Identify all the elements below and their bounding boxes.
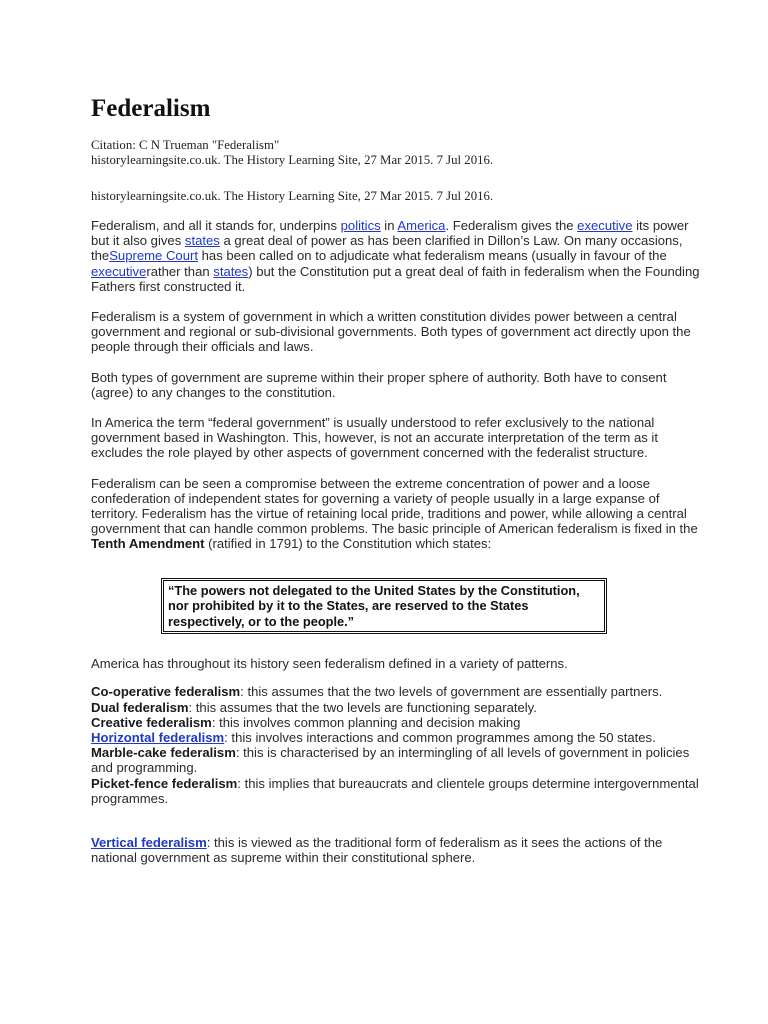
text: Federalism, and all it stands for, underpins: [91, 218, 341, 233]
pattern-term: Creative federalism: [91, 714, 212, 730]
list-item: [91, 776, 708, 806]
vertical-desc: : this is viewed as the traditional form of federalism as it sees the actions of the national government as supreme within their constitutional sphere.: [91, 834, 663, 866]
pattern-desc: : this involves interactions and common programmes among the 50 states.: [224, 729, 656, 745]
compromise-paragraph: [91, 476, 708, 552]
federal-government-paragraph: In America the term “federal government” is usually understood to refer exclusively to the national government based in Washington. This, however, is not an accurate interpretation of the term as it excludes the role played by other aspects of government concerned with the federalist structure.: [91, 415, 658, 461]
pattern-term: Marble-cake federalism: [91, 745, 236, 761]
citation-source-line: historylearningsite.co.uk. The History Learning Site, 27 Mar 2015. 7 Jul 2016.: [91, 153, 494, 167]
text: ) but the Constitution put a great deal of faith in federalism when the Founding Fathers first constructed it.: [91, 263, 700, 294]
states-link-2[interactable]: states: [213, 263, 249, 279]
pattern-desc: : this is characterised by an intermingling of all levels of government in policies and programming.: [91, 745, 690, 776]
states-link[interactable]: states: [184, 233, 220, 249]
pattern-desc: : this assumes that the two levels are functioning separately.: [188, 699, 537, 715]
tenth-amendment-quote: “The powers not delegated to the United States by the Constitution, nor prohibited by it to the States, are reserved to the States respectively, or to the people.”: [161, 578, 607, 635]
text: . Federalism gives the: [445, 218, 578, 233]
executive-link-2[interactable]: executive: [91, 263, 147, 279]
horizontal-federalism-link[interactable]: Horizontal federalism: [91, 729, 225, 745]
text: (ratified in 1791) to the Constitution which states:: [204, 536, 492, 552]
page-title: Federalism: [91, 95, 211, 122]
text: rather than: [146, 263, 214, 279]
politics-link[interactable]: politics: [340, 218, 381, 233]
vertical-federalism-link[interactable]: Vertical federalism: [91, 834, 207, 850]
patterns-intro: America has throughout its history seen federalism defined in a variety of patterns.: [91, 656, 568, 672]
pattern-term: Dual federalism: [91, 699, 189, 715]
federalism-patterns-list: [91, 684, 708, 806]
citation-source-line-repeat: historylearningsite.co.uk. The History Learning Site, 27 Mar 2015. 7 Jul 2016.: [91, 189, 494, 203]
citation-line: Citation: C N Trueman "Federalism": [91, 138, 280, 152]
pattern-term: Picket-fence federalism: [91, 775, 238, 791]
supremacy-paragraph: Both types of government are supreme within their proper sphere of authority. Both have to consent (agree) to any changes to the constitution.: [91, 369, 667, 400]
pattern-desc: : this implies that bureaucrats and clientele groups determine intergovernmental programmes.: [91, 775, 699, 806]
list-item: [91, 684, 708, 699]
vertical-federalism-paragraph: [91, 835, 708, 865]
text: has been called on to adjudicate what federalism means (usually in favour of the: [198, 248, 667, 264]
text: Federalism can be seen a compromise between the extreme concentration of power and a loose confederation of independent states for governing a variety of people usually in a large expanse of territory. Federalism has the virtue of retaining local pride, traditions and power, while allowing a central government that can handle common problems. The basic principle of American federalism is fixed in the: [91, 475, 698, 537]
definition-paragraph: Federalism is a system of government in which a written constitution divides power between a central government and regional or sub-divisional governments. Both types of government act directly upon the people through their officials and laws.: [91, 309, 691, 355]
executive-link[interactable]: executive: [577, 218, 633, 233]
pattern-desc: : this involves common planning and decision making: [211, 714, 521, 730]
supreme-court-link[interactable]: Supreme Court: [109, 248, 198, 264]
pattern-desc: : this assumes that the two levels of government are essentially partners.: [240, 684, 663, 700]
pattern-term: Co-operative federalism: [91, 684, 241, 700]
text: its power but it also gives: [91, 218, 689, 249]
list-item: [91, 715, 708, 730]
list-item: [91, 730, 708, 745]
intro-paragraph: [91, 218, 708, 294]
text: a great deal of power as has been clarified in Dillon’s Law. On many occasions, the: [91, 233, 683, 264]
america-link[interactable]: America: [397, 218, 446, 233]
list-item: [91, 745, 708, 775]
text: in: [380, 218, 398, 233]
tenth-amendment-label: Tenth Amendment: [91, 536, 205, 552]
list-item: [91, 700, 708, 715]
